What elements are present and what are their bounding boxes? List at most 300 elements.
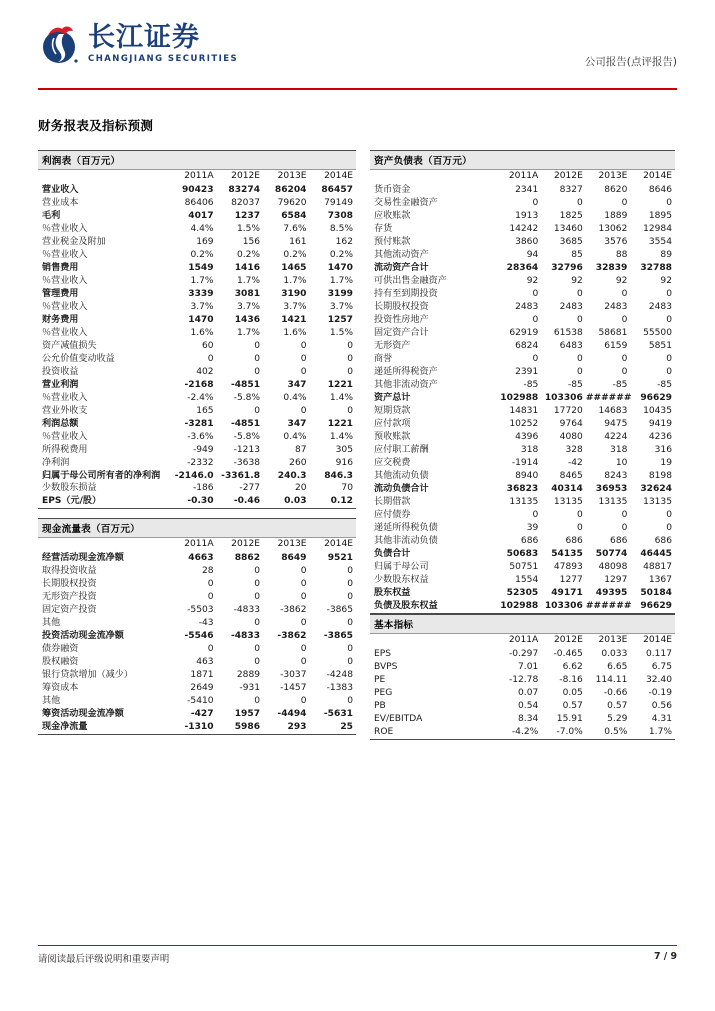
column-header: 2014E bbox=[643, 634, 672, 645]
row-label: ％营业收入 bbox=[42, 224, 88, 235]
table-row bbox=[370, 700, 675, 713]
row-label: 其他非流动资产 bbox=[374, 379, 438, 390]
row-value: 3685 bbox=[559, 237, 583, 248]
row-value: 50751 bbox=[509, 561, 539, 572]
row-label: 递延所得税负债 bbox=[374, 522, 438, 533]
table-row bbox=[370, 713, 675, 726]
table-header-row bbox=[38, 538, 356, 552]
row-value: 2483 bbox=[559, 301, 583, 312]
table-row bbox=[370, 249, 675, 262]
row-label: 资产减值损失 bbox=[42, 340, 97, 351]
row-value: 0 bbox=[532, 353, 539, 364]
row-value: 47893 bbox=[553, 561, 583, 572]
table-row bbox=[38, 223, 356, 236]
row-value: 0.12 bbox=[310, 495, 356, 508]
table-row bbox=[370, 561, 675, 574]
row-label: 应付职工薪酬 bbox=[374, 444, 429, 455]
row-value: -186 bbox=[192, 482, 214, 493]
row-value: 32788 bbox=[640, 263, 672, 273]
row-value: 8649 bbox=[281, 553, 307, 564]
header-divider bbox=[38, 88, 677, 90]
row-value: 48098 bbox=[598, 561, 628, 572]
cash-flow-band: 现金流量表（百万元） bbox=[38, 518, 356, 538]
row-value: 61538 bbox=[553, 327, 583, 338]
row-value: 32796 bbox=[551, 263, 583, 273]
row-value: 686 bbox=[520, 535, 539, 546]
row-value: 0 bbox=[254, 695, 261, 706]
row-value: 8646 bbox=[648, 185, 672, 196]
row-value: 0 bbox=[300, 405, 307, 416]
row-value: 13135 bbox=[553, 496, 583, 507]
row-value: -85 bbox=[523, 379, 539, 390]
column-header: 2014E bbox=[324, 539, 353, 550]
table-row bbox=[38, 708, 356, 721]
row-value: 1277 bbox=[559, 574, 583, 585]
row-value: 0 bbox=[666, 522, 672, 533]
row-value: 0 bbox=[254, 353, 261, 364]
row-value: 1.7% bbox=[630, 726, 675, 739]
row-value: -1213 bbox=[233, 444, 261, 455]
row-value: 6159 bbox=[604, 340, 628, 351]
row-value: 1.7% bbox=[236, 327, 261, 338]
row-value: 1.4% bbox=[329, 431, 353, 442]
row-value: 318 bbox=[610, 444, 628, 455]
row-value: 0 bbox=[254, 592, 261, 603]
row-label: 投资性房地产 bbox=[374, 314, 429, 325]
row-value: 62919 bbox=[509, 327, 539, 338]
row-value: 92 bbox=[526, 275, 539, 286]
row-label: 预收账款 bbox=[374, 431, 411, 442]
row-value: 1.5% bbox=[236, 224, 261, 235]
table-row bbox=[38, 617, 356, 630]
row-value: 0 bbox=[207, 644, 214, 654]
row-value: 686 bbox=[565, 535, 583, 546]
row-label: 货币资金 bbox=[374, 185, 411, 196]
row-label: 少数股东损益 bbox=[42, 482, 97, 493]
row-value: 4236 bbox=[648, 431, 672, 442]
table-row bbox=[370, 197, 675, 210]
row-value: -0.66 bbox=[603, 687, 628, 698]
table-row bbox=[38, 405, 356, 418]
row-label: PB bbox=[374, 700, 386, 711]
row-value: 402 bbox=[196, 366, 214, 377]
row-label: 取得投资收益 bbox=[42, 566, 97, 577]
row-value: 316 bbox=[654, 444, 672, 455]
row-value: 3190 bbox=[281, 288, 307, 299]
row-value: 7.01 bbox=[518, 661, 539, 672]
logo-text-en: CHANGJIANG SECURITIES bbox=[88, 54, 239, 65]
table-row bbox=[370, 288, 675, 301]
row-value: 10252 bbox=[509, 418, 539, 429]
row-value: 17720 bbox=[553, 405, 583, 416]
column-header: 2013E bbox=[277, 539, 307, 550]
changjiang-logo-icon bbox=[38, 22, 82, 66]
row-value: 6584 bbox=[281, 211, 307, 222]
row-value: 0 bbox=[347, 656, 353, 667]
row-value: 50683 bbox=[506, 548, 539, 559]
row-value: -85 bbox=[567, 379, 583, 390]
column-header: 2012E bbox=[553, 171, 583, 181]
row-value: -85 bbox=[657, 379, 672, 390]
row-value: 48817 bbox=[643, 561, 672, 572]
row-label: 营业外收支 bbox=[42, 405, 88, 416]
row-value: 0 bbox=[300, 644, 307, 654]
table-row bbox=[370, 535, 675, 548]
row-label: 利润总额 bbox=[42, 418, 79, 429]
table-row bbox=[370, 236, 675, 249]
row-label: 长期借款 bbox=[374, 496, 411, 507]
row-value: 0 bbox=[300, 366, 307, 377]
key-metrics-table bbox=[370, 634, 675, 740]
row-value: 8465 bbox=[559, 470, 583, 481]
row-value: 79620 bbox=[277, 198, 307, 209]
page-title: 财务报表及指标预测 bbox=[38, 118, 154, 133]
table-row bbox=[370, 661, 675, 674]
row-value: 4080 bbox=[559, 431, 583, 442]
row-value: 0 bbox=[254, 644, 261, 654]
row-value: 3554 bbox=[648, 237, 672, 248]
row-value: 4.4% bbox=[190, 224, 214, 235]
row-value: 40314 bbox=[551, 483, 583, 494]
row-label: 流动负债合计 bbox=[374, 483, 429, 494]
table-row bbox=[38, 184, 356, 197]
row-value: 3.7% bbox=[190, 301, 214, 312]
row-label: ％营业收入 bbox=[42, 392, 88, 403]
row-label: 流动资产合计 bbox=[374, 263, 429, 273]
row-label: 财务费用 bbox=[42, 314, 79, 325]
row-label: 少数股东权益 bbox=[374, 574, 429, 585]
row-value: 2483 bbox=[648, 301, 672, 312]
row-value: 0.2% bbox=[329, 250, 353, 261]
table-row bbox=[38, 604, 356, 617]
row-value: 1221 bbox=[327, 418, 353, 429]
row-value: -7.0% bbox=[541, 726, 586, 739]
key-metrics-body bbox=[370, 634, 675, 740]
table-row bbox=[370, 522, 675, 535]
row-value: -5631 bbox=[323, 708, 353, 719]
row-value: 0 bbox=[347, 592, 353, 603]
row-label: 净利润 bbox=[42, 457, 70, 468]
row-label: 应付款项 bbox=[374, 418, 411, 429]
row-value: 10 bbox=[615, 457, 628, 468]
row-value: 20 bbox=[294, 482, 307, 493]
row-value: 6483 bbox=[559, 340, 583, 351]
row-label: 营业成本 bbox=[42, 198, 79, 209]
row-value: 0 bbox=[254, 566, 261, 577]
table-row bbox=[38, 457, 356, 470]
row-value: 9521 bbox=[327, 553, 353, 564]
row-label: 固定资产合计 bbox=[374, 327, 429, 338]
row-label: 管理费用 bbox=[42, 288, 79, 299]
row-value: 328 bbox=[565, 444, 583, 455]
row-value: 0.033 bbox=[601, 648, 628, 659]
row-value: 60 bbox=[202, 340, 214, 351]
row-label: 毛利 bbox=[42, 211, 61, 222]
row-label: 短期贷款 bbox=[374, 405, 411, 416]
row-value: 0 bbox=[300, 695, 307, 706]
row-value: 1.5% bbox=[329, 327, 353, 338]
row-value: 1257 bbox=[327, 314, 353, 325]
row-value: 0.03 bbox=[263, 495, 309, 508]
row-value: -8.16 bbox=[559, 674, 583, 685]
row-value: 0.56 bbox=[651, 700, 672, 711]
column-header: 2013E bbox=[598, 634, 628, 645]
table-row bbox=[370, 262, 675, 275]
row-value: 0 bbox=[532, 314, 539, 325]
row-value: 0 bbox=[666, 353, 672, 364]
row-value: 0.2% bbox=[190, 250, 214, 261]
row-value: 0 bbox=[254, 340, 261, 351]
row-value: -2146.0 bbox=[174, 470, 214, 481]
table-row bbox=[38, 249, 356, 262]
row-value: 0 bbox=[577, 366, 583, 377]
row-label: 应收账款 bbox=[374, 211, 411, 222]
row-value: 13135 bbox=[598, 496, 628, 507]
row-label: 其他 bbox=[42, 618, 61, 629]
left-column bbox=[38, 150, 356, 735]
row-value: 1549 bbox=[188, 263, 214, 273]
table-row bbox=[38, 630, 356, 643]
row-value: 58681 bbox=[598, 327, 628, 338]
row-label: 营业税金及附加 bbox=[42, 237, 106, 248]
row-value: 0 bbox=[300, 566, 307, 577]
row-value: -0.465 bbox=[553, 648, 583, 659]
row-label: 其他流动资产 bbox=[374, 250, 429, 261]
row-value: 50774 bbox=[595, 548, 628, 559]
column-header: 2012E bbox=[231, 171, 261, 181]
table-row bbox=[38, 340, 356, 353]
row-value: 0.05 bbox=[562, 687, 583, 698]
row-value: 0.57 bbox=[562, 700, 583, 711]
row-label: 归属于母公司 bbox=[374, 561, 429, 572]
row-value: -0.297 bbox=[508, 648, 539, 659]
row-value: 52305 bbox=[506, 587, 539, 598]
table-row bbox=[370, 674, 675, 687]
row-value: -3865 bbox=[326, 605, 353, 616]
table-row bbox=[370, 687, 675, 700]
row-value: 165 bbox=[196, 405, 214, 416]
row-value: -4.2% bbox=[497, 726, 542, 739]
row-value: 1237 bbox=[234, 211, 261, 222]
row-value: 8327 bbox=[559, 185, 583, 196]
table-row bbox=[38, 470, 356, 482]
row-value: 1367 bbox=[648, 574, 672, 585]
row-value: -5.8% bbox=[233, 392, 261, 403]
row-value: 1.7% bbox=[190, 275, 214, 286]
row-value: -4851 bbox=[230, 379, 261, 390]
row-value: 19 bbox=[660, 457, 672, 468]
row-value: 87 bbox=[294, 444, 307, 455]
row-value: 13135 bbox=[509, 496, 539, 507]
table-row bbox=[370, 457, 675, 470]
row-value: 686 bbox=[654, 535, 672, 546]
row-value: 3.7% bbox=[283, 301, 307, 312]
table-row bbox=[370, 327, 675, 340]
column-header-blank bbox=[38, 170, 170, 184]
row-value: 0 bbox=[621, 509, 628, 520]
row-value: 686 bbox=[610, 535, 628, 546]
column-header: 2014E bbox=[643, 171, 672, 181]
row-value: 0 bbox=[666, 509, 672, 520]
row-value: -5503 bbox=[187, 605, 214, 616]
column-header: 2013E bbox=[277, 171, 307, 181]
table-header-row bbox=[370, 170, 675, 184]
row-value: -4248 bbox=[326, 669, 353, 680]
row-label: 经营活动现金流净额 bbox=[42, 553, 124, 564]
row-value: 0 bbox=[207, 353, 214, 364]
column-header-blank bbox=[370, 170, 497, 184]
row-label: 可供出售金融资产 bbox=[374, 275, 447, 286]
row-label: 其他流动负债 bbox=[374, 470, 429, 481]
row-value: -3361.8 bbox=[221, 470, 261, 481]
table-row bbox=[38, 418, 356, 431]
row-value: 0 bbox=[254, 366, 261, 377]
row-value: -3865 bbox=[323, 631, 353, 642]
row-value: 36953 bbox=[595, 483, 628, 494]
row-value: -427 bbox=[190, 708, 214, 719]
table-row bbox=[38, 431, 356, 444]
row-label: EPS（元/股） bbox=[38, 495, 170, 508]
row-label: 负债及股东权益 bbox=[370, 600, 497, 613]
row-value: -5410 bbox=[187, 695, 214, 706]
row-value: 46445 bbox=[640, 548, 672, 559]
row-value: ###### bbox=[585, 392, 632, 403]
row-value: 94 bbox=[526, 250, 539, 261]
row-value: 0.07 bbox=[518, 687, 539, 698]
row-value: 0.4% bbox=[283, 431, 307, 442]
row-label: ROE bbox=[370, 726, 497, 739]
row-value: 103306 bbox=[541, 600, 586, 613]
table-row bbox=[370, 379, 675, 392]
row-value: 6.62 bbox=[562, 661, 583, 672]
page-footer bbox=[38, 945, 677, 965]
row-value: -0.46 bbox=[217, 495, 263, 508]
row-value: 25 bbox=[310, 721, 356, 734]
table-row bbox=[370, 405, 675, 418]
row-value: 49395 bbox=[595, 587, 628, 598]
row-value: -3.6% bbox=[187, 431, 214, 442]
row-value: -277 bbox=[239, 482, 261, 493]
row-value: ###### bbox=[586, 600, 631, 613]
row-value: 0 bbox=[254, 579, 261, 590]
row-value: -3037 bbox=[280, 669, 307, 680]
row-value: 6824 bbox=[515, 340, 539, 351]
row-value: 114.11 bbox=[595, 674, 628, 685]
row-value: 0 bbox=[254, 405, 261, 416]
table-row bbox=[38, 236, 356, 249]
row-value: 0 bbox=[577, 198, 583, 209]
row-label: 预付账款 bbox=[374, 237, 411, 248]
row-value: 1957 bbox=[234, 708, 261, 719]
row-value: 0 bbox=[621, 366, 628, 377]
row-value: 6.75 bbox=[651, 661, 672, 672]
row-label: ％营业收入 bbox=[42, 250, 88, 261]
row-value: 0 bbox=[666, 314, 672, 325]
row-value: 4.31 bbox=[651, 713, 672, 724]
table-row bbox=[38, 565, 356, 578]
table-row bbox=[38, 353, 356, 366]
column-header-blank bbox=[370, 634, 497, 648]
row-value: 0 bbox=[577, 353, 583, 364]
row-value: 82037 bbox=[231, 198, 261, 209]
table-row bbox=[370, 574, 675, 587]
row-value: 0 bbox=[347, 644, 353, 654]
row-value: 28364 bbox=[506, 263, 539, 273]
row-value: -949 bbox=[192, 444, 214, 455]
table-row bbox=[38, 379, 356, 392]
column-header: 2011A bbox=[184, 539, 214, 550]
row-value: 39 bbox=[526, 522, 539, 533]
row-value: 2391 bbox=[515, 366, 539, 377]
row-label: 资产总计 bbox=[374, 392, 411, 403]
table-row bbox=[38, 288, 356, 301]
table-row bbox=[370, 587, 675, 600]
row-value: 0 bbox=[300, 579, 307, 590]
row-value: 1.6% bbox=[283, 327, 307, 338]
row-value: -43 bbox=[198, 618, 214, 629]
row-value: 0 bbox=[577, 288, 583, 299]
row-value: 1297 bbox=[604, 574, 628, 585]
row-value: 14831 bbox=[509, 405, 539, 416]
row-value: 1416 bbox=[234, 263, 261, 273]
row-value: -0.19 bbox=[648, 687, 672, 698]
table-row bbox=[38, 495, 356, 508]
footer-page-number: 7 / 9 bbox=[654, 951, 677, 962]
row-value: -42 bbox=[567, 457, 583, 468]
table-row bbox=[38, 669, 356, 682]
table-row bbox=[370, 444, 675, 457]
row-label: 无形资产投资 bbox=[42, 592, 97, 603]
row-label: ％营业收入 bbox=[42, 431, 88, 442]
row-value: 0 bbox=[300, 353, 307, 364]
row-value: 0 bbox=[300, 340, 307, 351]
row-value: 2649 bbox=[190, 682, 214, 693]
row-value: 0 bbox=[621, 522, 628, 533]
row-value: 169 bbox=[196, 237, 214, 248]
row-label: ％营业收入 bbox=[42, 275, 88, 286]
row-value: 50184 bbox=[640, 587, 672, 598]
row-value: 1.4% bbox=[329, 392, 353, 403]
row-label: 归属于母公司所有者的净利润 bbox=[42, 470, 161, 481]
row-value: 0 bbox=[532, 509, 539, 520]
column-header: 2014E bbox=[324, 171, 353, 181]
row-value: 12984 bbox=[643, 224, 672, 235]
row-label: ％营业收入 bbox=[42, 301, 88, 312]
row-value: 0.57 bbox=[607, 700, 628, 711]
row-label: 商誉 bbox=[374, 353, 393, 364]
row-value: 1895 bbox=[648, 211, 672, 222]
table-row bbox=[370, 210, 675, 223]
row-value: 1.6% bbox=[190, 327, 214, 338]
row-value: 0 bbox=[207, 579, 214, 590]
table-header-row bbox=[370, 634, 675, 648]
row-value: 0 bbox=[347, 405, 353, 416]
row-value: 8940 bbox=[515, 470, 539, 481]
row-value: 14683 bbox=[598, 405, 628, 416]
income-statement-table bbox=[38, 170, 356, 509]
row-value: 70 bbox=[341, 482, 353, 493]
row-label: 公允价值变动收益 bbox=[42, 353, 115, 364]
column-header: 2011A bbox=[184, 171, 214, 181]
row-value: 0 bbox=[577, 522, 583, 533]
table-row bbox=[38, 721, 356, 734]
row-label: 无形资产 bbox=[374, 340, 411, 351]
table-row bbox=[38, 314, 356, 327]
row-label: 债券融资 bbox=[42, 644, 79, 654]
row-value: 0.54 bbox=[518, 700, 539, 711]
table-row bbox=[370, 509, 675, 522]
row-value: 846.3 bbox=[324, 470, 353, 481]
